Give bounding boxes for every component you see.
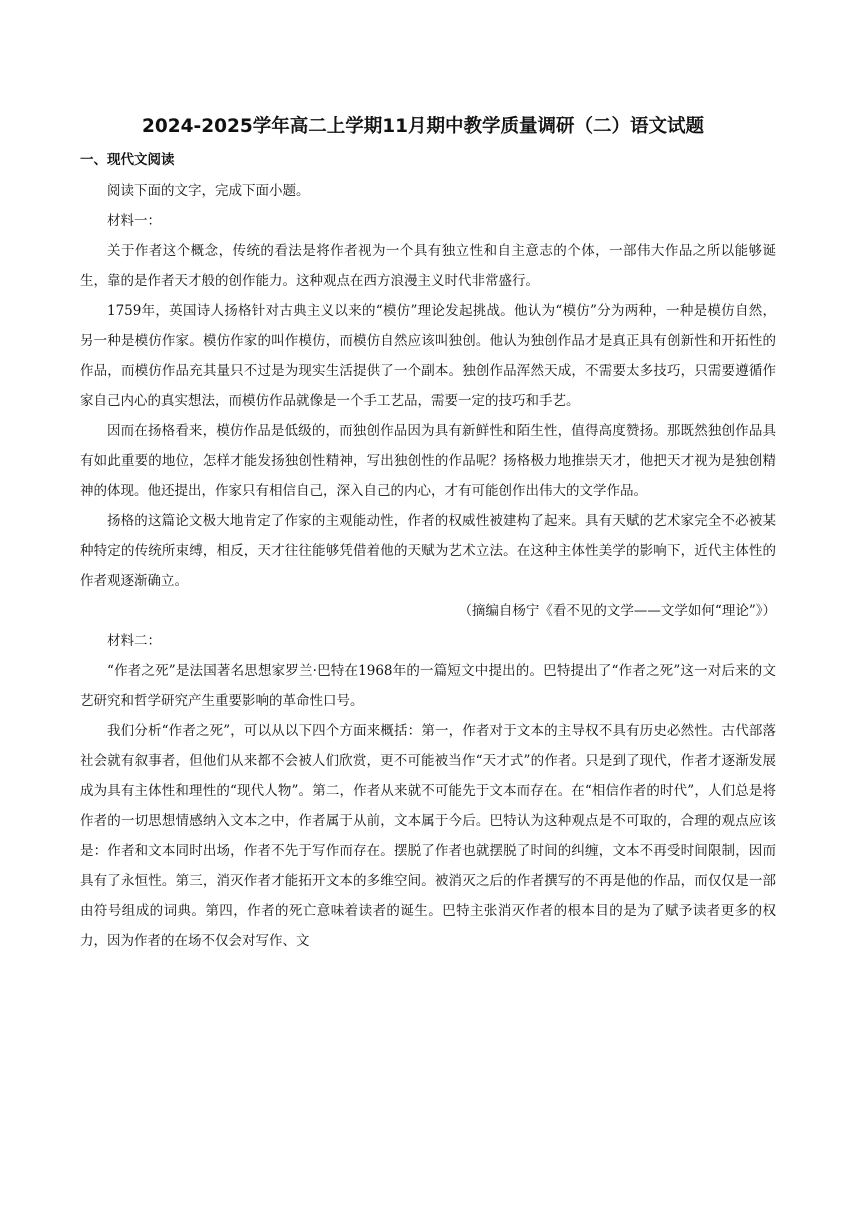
material-one-paragraph-3: 因而在扬格看来，模仿作品是低级的，而独创作品因为具有新鲜性和陌生性，值得高度赞扬。那既然独创作品具有如此重要的地位，怎样才能发扬独创性精神，写出独创性的作品呢？扬格极力地推崇天才，他把天才视为是独创精神的体现。他还提出，作家只有相信自己，深入自己的内心，才有可能创作出伟大的文学作品。: [80, 423, 776, 499]
material-one-paragraph-2: 1759年，英国诗人扬格针对古典主义以来的“模仿”理论发起挑战。他认为“模仿”分为两种，一种是模仿自然，另一种是模仿作家。模仿作家的叫作模仿，而模仿自然应该叫独创。他认为独创作品才是真正具有创新性和开拓性的作品，而模仿作品充其量只不过是为现实生活提供了一个副本。独创作品浑然天成，不需要太多技巧，只需要遵循作家自己内心的真实想法，而模仿作品就像是一个手工艺品，需要一定的技巧和手艺。: [80, 303, 776, 409]
material-two-paragraph-1: “作者之死”是法国著名思想家罗兰·巴特在1968年的一篇短文中提出的。巴特提出了“作者之死”这一对后来的文艺研究和哲学研究产生重要影响的革命性口号。: [80, 663, 776, 709]
material-one-paragraph-1: 关于作者这个概念，传统的看法是将作者视为一个具有独立性和自主意志的个体，一部伟大作品之所以能够诞生，靠的是作者天才般的创作能力。这种观点在西方浪漫主义时代非常盛行。: [80, 243, 776, 289]
material-two-paragraph-2: 我们分析“作者之死”，可以从以下四个方面来概括：第一，作者对于文本的主导权不具有历史必然性。古代部落社会就有叙事者，但他们从来都不会被人们欣赏，更不可能被当作“天才式”的作者。只是到了现代，作者才逐渐发展成为具有主体性和理性的“现代人物”。第二，作者从来就不可能先于文本而存在。在“相信作者的时代”，人们总是将作者的一切思想情感纳入文本之中，作者属于从前，文本属于今后。巴特认为这种观点是不可取的，合理的观点应该是：作者和文本同时出场，作者不先于写作而存在。摆脱了作者也就摆脱了时间的纠缠，文本不再受时间限制，因而具有了永恒性。第三，消灭作者才能拓开文本的多维空间。被消灭之后的作者撰写的不再是他的作品，而仅仅是一部由符号组成的词典。第四，作者的死亡意味着读者的诞生。巴特主张消灭作者的根本目的是为了赋予读者更多的权力，因为作者的在场不仅会对写作、文: [80, 723, 776, 949]
document-page: [80, 112, 776, 956]
material-two-label: 材料二：: [107, 633, 161, 649]
section-heading: 一、现代文阅读: [80, 152, 175, 168]
page-title: 2024-2025学年高二上学期11月期中教学质量调研（二）语文试题: [142, 116, 704, 137]
material-one-label: 材料一：: [107, 213, 161, 229]
instruction-text: 阅读下面的文字，完成下面小题。: [107, 183, 310, 199]
material-one-paragraph-4: 扬格的这篇论文极大地肯定了作家的主观能动性，作者的权威性被建构了起来。具有天赋的艺术家完全不必被某种特定的传统所束缚，相反，天才往往能够凭借着他的天赋为艺术立法。在这种主体性美学的影响下，近代主体性的作者观逐渐确立。: [80, 513, 776, 589]
material-one-source: （摘编自杨宁《看不见的文学——文学如何“理论”》）: [458, 603, 776, 619]
